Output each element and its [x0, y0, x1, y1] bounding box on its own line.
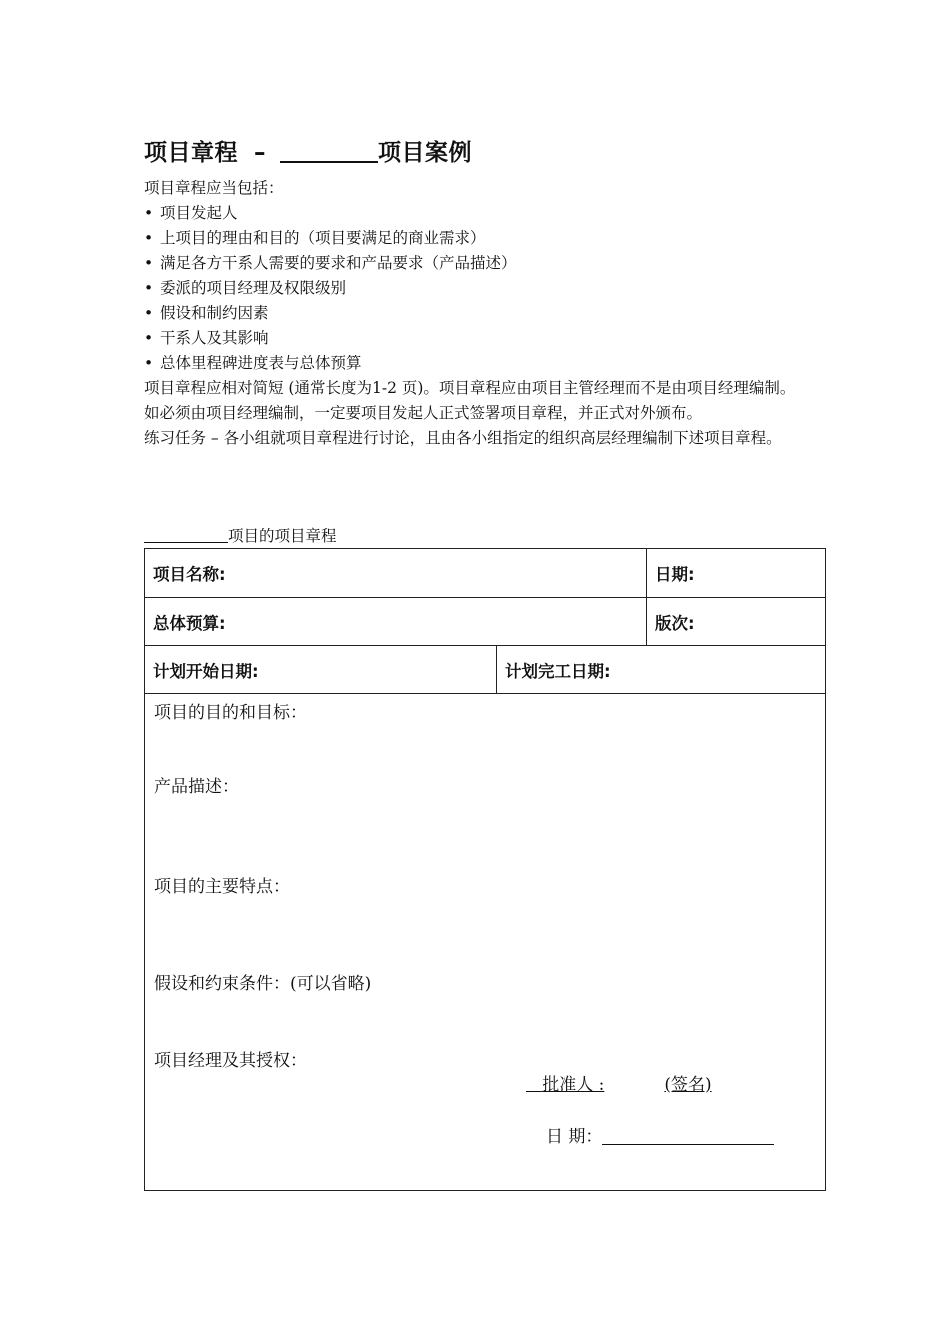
bullet-item: • 项目发起人: [144, 201, 824, 226]
bullet-icon: •: [144, 329, 154, 347]
project-charter-form: [144, 548, 826, 1191]
bullet-icon: •: [144, 304, 154, 322]
approval-date-blank: [602, 1130, 774, 1145]
title-blank-line: [280, 139, 378, 163]
assumptions-label: 假设和约束条件：(可以省略): [154, 974, 372, 994]
bullet-item: • 委派的项目经理及权限级别: [144, 276, 824, 301]
title-dash: –: [254, 140, 266, 166]
bullet-item: • 总体里程碑进度表与总体预算: [144, 351, 824, 376]
bullet-icon: •: [144, 229, 154, 247]
planned-start-date-field[interactable]: 计划开始日期:: [145, 646, 497, 694]
caption-text: 项目的项目章程: [228, 527, 337, 545]
caption-blank-line: [144, 526, 228, 543]
intro-lead: 项目章程应当包括：: [144, 179, 284, 197]
table-caption: [144, 524, 337, 546]
title-prefix: 项目章程: [144, 140, 238, 166]
bullet-icon: •: [144, 279, 154, 297]
bullet-item: • 假设和制约因素: [144, 301, 824, 326]
planned-end-date-field[interactable]: 计划完工日期:: [497, 646, 826, 694]
goals-label: 项目的目的和目标：: [154, 703, 307, 723]
bullet-item: • 干系人及其影响: [144, 326, 824, 351]
intro-paragraph-length: 项目章程应相对简短 (通常长度为1-2 页)。项目章程应由项目主管经理而不是由项目经理编制。: [144, 379, 796, 397]
intro-section: [144, 176, 824, 451]
charter-details-area[interactable]: [145, 694, 826, 1191]
bullet-icon: •: [144, 354, 154, 372]
pm-authority-label: 项目经理及其授权：: [154, 1051, 307, 1071]
key-features-label: 项目的主要特点：: [154, 877, 290, 897]
intro-paragraph-sign: 如必须由项目经理编制，一定要项目发起人正式签署项目章程，并正式对外颁布。: [144, 404, 703, 422]
product-description-label: 产品描述：: [154, 777, 239, 797]
bullet-item: • 满足各方干系人需要的要求和产品要求（产品描述）: [144, 251, 824, 276]
approver-signature-line[interactable]: [526, 1070, 712, 1095]
version-field[interactable]: 版次:: [647, 598, 826, 646]
page-title: [144, 134, 472, 167]
date-field[interactable]: 日期:: [647, 549, 826, 598]
bullet-icon: •: [144, 204, 154, 222]
approval-date-label: 日 期：: [546, 1127, 603, 1147]
project-name-field[interactable]: 项目名称:: [145, 549, 647, 598]
bullet-icon: •: [144, 254, 154, 272]
signature-label: (签名): [664, 1075, 712, 1095]
bullet-item: • 上项目的理由和目的（项目要满足的商业需求）: [144, 226, 824, 251]
total-budget-field[interactable]: 总体预算:: [145, 598, 647, 646]
title-suffix: 项目案例: [378, 140, 472, 166]
approver-label: 批准人 :: [542, 1075, 605, 1095]
intro-paragraph-exercise: 练习任务 – 各小组就项目章程进行讨论，且由各小组指定的组织高层经理编制下述项目章程。: [144, 429, 782, 447]
approval-date-line[interactable]: [546, 1122, 774, 1147]
